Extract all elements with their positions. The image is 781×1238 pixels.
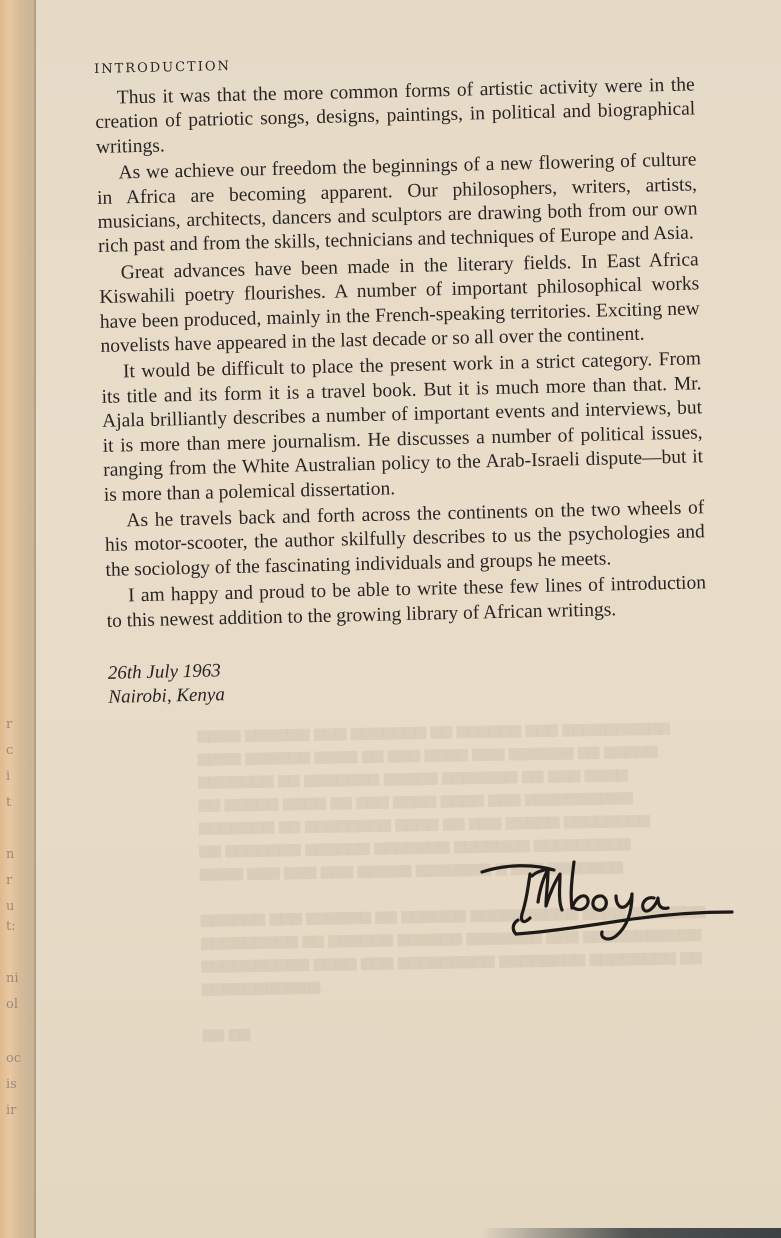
bleed-glyph: u: [6, 900, 15, 913]
bleed-glyph: ol: [6, 998, 18, 1011]
bleed-glyph: is: [6, 1078, 17, 1091]
bleed-glyph: oc: [6, 1052, 22, 1065]
paragraph-travel-book: It would be difficult to place the present work in a strict category. From its title and its form it is a travel book. But it is much more than that. Mr. Ajala brilliantly describes a number of important events and interviews, but it is more than mere journalism. He discusses a number of political issues, ranging from the White Australian policy to the Arab-Israeli dispute—but it is more than a polemical dissertation.: [101, 348, 704, 506]
bleed-glyph: r: [6, 874, 13, 887]
bleed-glyph: ni: [6, 972, 19, 985]
handwritten-signature: [476, 852, 738, 947]
date-line: 26th July 1963: [107, 660, 222, 684]
bleed-glyph: t: [6, 796, 12, 809]
section-heading: INTRODUCTION: [94, 58, 232, 77]
paragraph-literary-advances: Great advances have been made in the literary fields. In East Africa Kiswahili poetry flourishes. A number of important philosophical works have been produced, mainly in the French-speaking territories. Exciting new novelists have appeared in the last decade or so all over the continent.: [99, 249, 700, 357]
bleed-glyph: c: [6, 744, 14, 757]
paragraph-flowering-culture: As we achieve our freedom the beginnings of a new flowering of culture in Africa are becoming apparent. Our philosophers, writers, artists, musicians, architects, dancers and sculptors are drawing both from our own rich past and from the skills, technicians and techniques of Europe and Asia.: [96, 149, 698, 258]
paragraph-motor-scooter: As he travels back and forth across the continents on the two wheels of his motor-scooter, the author skilfully describes to us the psychologies and the sociology of the fascinating individuals and groups he meets.: [104, 497, 706, 581]
page-edges: [0, 0, 36, 1238]
scan-bottom-shadow: [480, 1228, 781, 1238]
bleed-glyph: n: [6, 848, 15, 861]
paragraph-closing: I am happy and proud to be able to write these few lines of introduction to this newest addition to the growing library of African writings.: [106, 572, 707, 632]
paragraph-patriotic-forms: Thus it was that the more common forms of artistic activity were in the creation of patriotic songs, designs, paintings, in political and biographical writings.: [95, 74, 696, 158]
bleed-glyph: i: [6, 770, 11, 783]
page-text-block: [94, 48, 709, 709]
place-line: Nairobi, Kenya: [108, 684, 226, 708]
bleed-glyph: ir: [6, 1104, 17, 1117]
bleed-glyph: r: [6, 718, 13, 731]
bleed-glyph: t:: [6, 920, 16, 933]
